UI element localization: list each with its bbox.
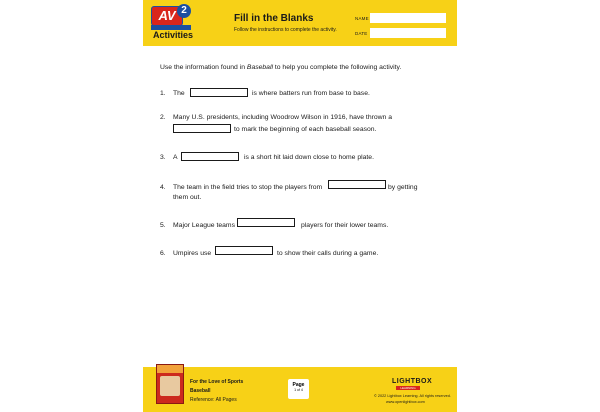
header-band	[143, 0, 457, 46]
date-field[interactable]	[370, 28, 446, 38]
learning-badge: LEARNING	[396, 386, 420, 390]
worksheet-page	[143, 0, 457, 412]
page-count: 1 of 4	[294, 388, 303, 392]
page-label: Page	[292, 382, 305, 388]
question-number: 6.	[160, 250, 166, 257]
name-field[interactable]	[370, 13, 446, 23]
question-text-after: is where batters run from base to base.	[252, 90, 370, 97]
question-text-after: is a short hit laid down close to home plate.	[244, 154, 374, 161]
question-text-after: players for their lower teams.	[301, 222, 389, 229]
name-label: NAME	[355, 16, 369, 21]
footer-band	[143, 367, 457, 412]
question-text-before: Umpires use	[173, 250, 212, 257]
lightbox-logo: LIGHTBOX	[392, 378, 433, 385]
cover-picture	[160, 376, 180, 396]
question-number: 2.	[160, 114, 166, 121]
blank-4[interactable]	[328, 180, 386, 189]
instructions	[160, 64, 401, 71]
date-label: DATE	[355, 31, 368, 36]
question-number: 5.	[160, 222, 166, 229]
reference-text: Reference: All Pages	[190, 397, 237, 403]
question-text-line2: them out.	[173, 194, 202, 201]
book-title: Baseball	[246, 64, 273, 71]
book-cover-thumbnail	[156, 364, 184, 404]
blank-6[interactable]	[215, 246, 273, 255]
series-title: For the Love of Sports	[190, 379, 244, 385]
page-subtitle: Follow the instructions to complete the activity.	[234, 27, 337, 33]
book-name: Baseball	[190, 388, 211, 394]
logo-number: 2	[177, 4, 191, 18]
question-number: 4.	[160, 184, 166, 191]
question-text-before: The team in the field tries to stop the players from	[173, 184, 323, 191]
blank-5[interactable]	[237, 218, 295, 227]
question-text-before: The	[173, 90, 185, 97]
question-text-line1: Many U.S. presidents, including Woodrow Wilson in 1916, have thrown a	[173, 114, 392, 121]
copyright-text: © 2022 Lightbox Learning. All rights reserved.	[374, 394, 451, 398]
blank-3[interactable]	[181, 152, 239, 161]
blank-2[interactable]	[173, 124, 231, 133]
question-text-after: to show their calls during a game.	[277, 250, 379, 257]
question-number: 1.	[160, 90, 166, 97]
website-link[interactable]: www.openlightbox.com	[386, 400, 425, 404]
question-text-after: by getting	[388, 184, 418, 191]
question-number: 3.	[160, 154, 166, 161]
page-indicator	[288, 379, 309, 399]
question-text-before: A	[173, 154, 178, 161]
page-title: Fill in the Blanks	[234, 13, 314, 24]
logo-av: AV	[151, 6, 183, 26]
question-text-after: to mark the beginning of each baseball season.	[234, 126, 377, 133]
cover-band	[157, 365, 183, 373]
question-text-before: Major League teams	[173, 222, 235, 229]
av2-logo	[151, 6, 197, 28]
blank-1[interactable]	[190, 88, 248, 97]
instruction-text: Use the information found in	[160, 64, 247, 71]
section-label: Activities	[153, 30, 194, 40]
instruction-text-end: to help you complete the following activity.	[272, 64, 402, 71]
